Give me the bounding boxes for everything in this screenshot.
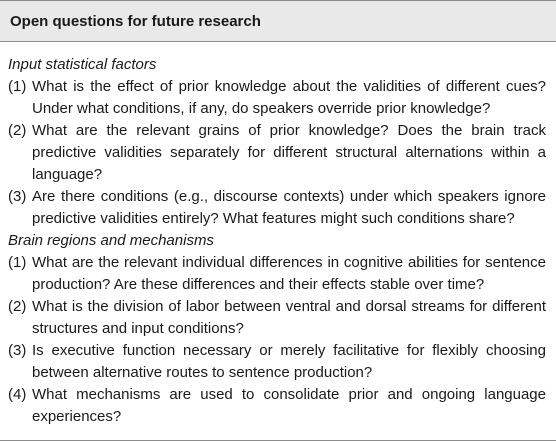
question-list-input-statistical-factors	[8, 76, 546, 230]
question-number: (2)	[8, 122, 27, 139]
question-item	[8, 384, 546, 428]
question-item	[8, 252, 546, 296]
question-number: (1)	[8, 78, 27, 95]
question-item	[8, 76, 546, 120]
question-text: Is executive function necessary or merely facilitative for flexibly choosing between alternative routes to sentence production?	[32, 342, 546, 381]
section-title-brain-regions: Brain regions and mechanisms	[8, 232, 214, 249]
question-item	[8, 120, 546, 186]
question-number: (1)	[8, 254, 27, 271]
question-item	[8, 340, 546, 384]
question-number: (3)	[8, 188, 27, 205]
question-item	[8, 296, 546, 340]
question-number: (2)	[8, 298, 27, 315]
table-header	[0, 0, 556, 42]
table-body	[0, 42, 556, 428]
question-text: What is the effect of prior knowledge about the validities of different cues? Under what conditions, if any, do speakers override prior knowledge?	[32, 78, 546, 117]
question-text: What mechanisms are used to consolidate prior and ongoing language experiences?	[32, 386, 546, 425]
question-text: What are the relevant grains of prior knowledge? Does the brain track predictive validities separately for different structural alternations within a language?	[32, 122, 546, 183]
question-text: What are the relevant individual differences in cognitive abilities for sentence production? Are these differences and their effects stable over time?	[32, 254, 546, 293]
question-number: (3)	[8, 342, 27, 359]
question-text: What is the division of labor between ventral and dorsal streams for different structures and input conditions?	[32, 298, 546, 337]
question-list-brain-regions	[8, 252, 546, 428]
table-header-title: Open questions for future research	[10, 12, 261, 30]
question-number: (4)	[8, 386, 27, 403]
question-item	[8, 186, 546, 230]
question-text: Are there conditions (e.g., discourse contexts) under which speakers ignore predictive validities entirely? What features might such conditions share?	[32, 188, 546, 227]
section-title-input-statistical-factors: Input statistical factors	[8, 56, 157, 73]
